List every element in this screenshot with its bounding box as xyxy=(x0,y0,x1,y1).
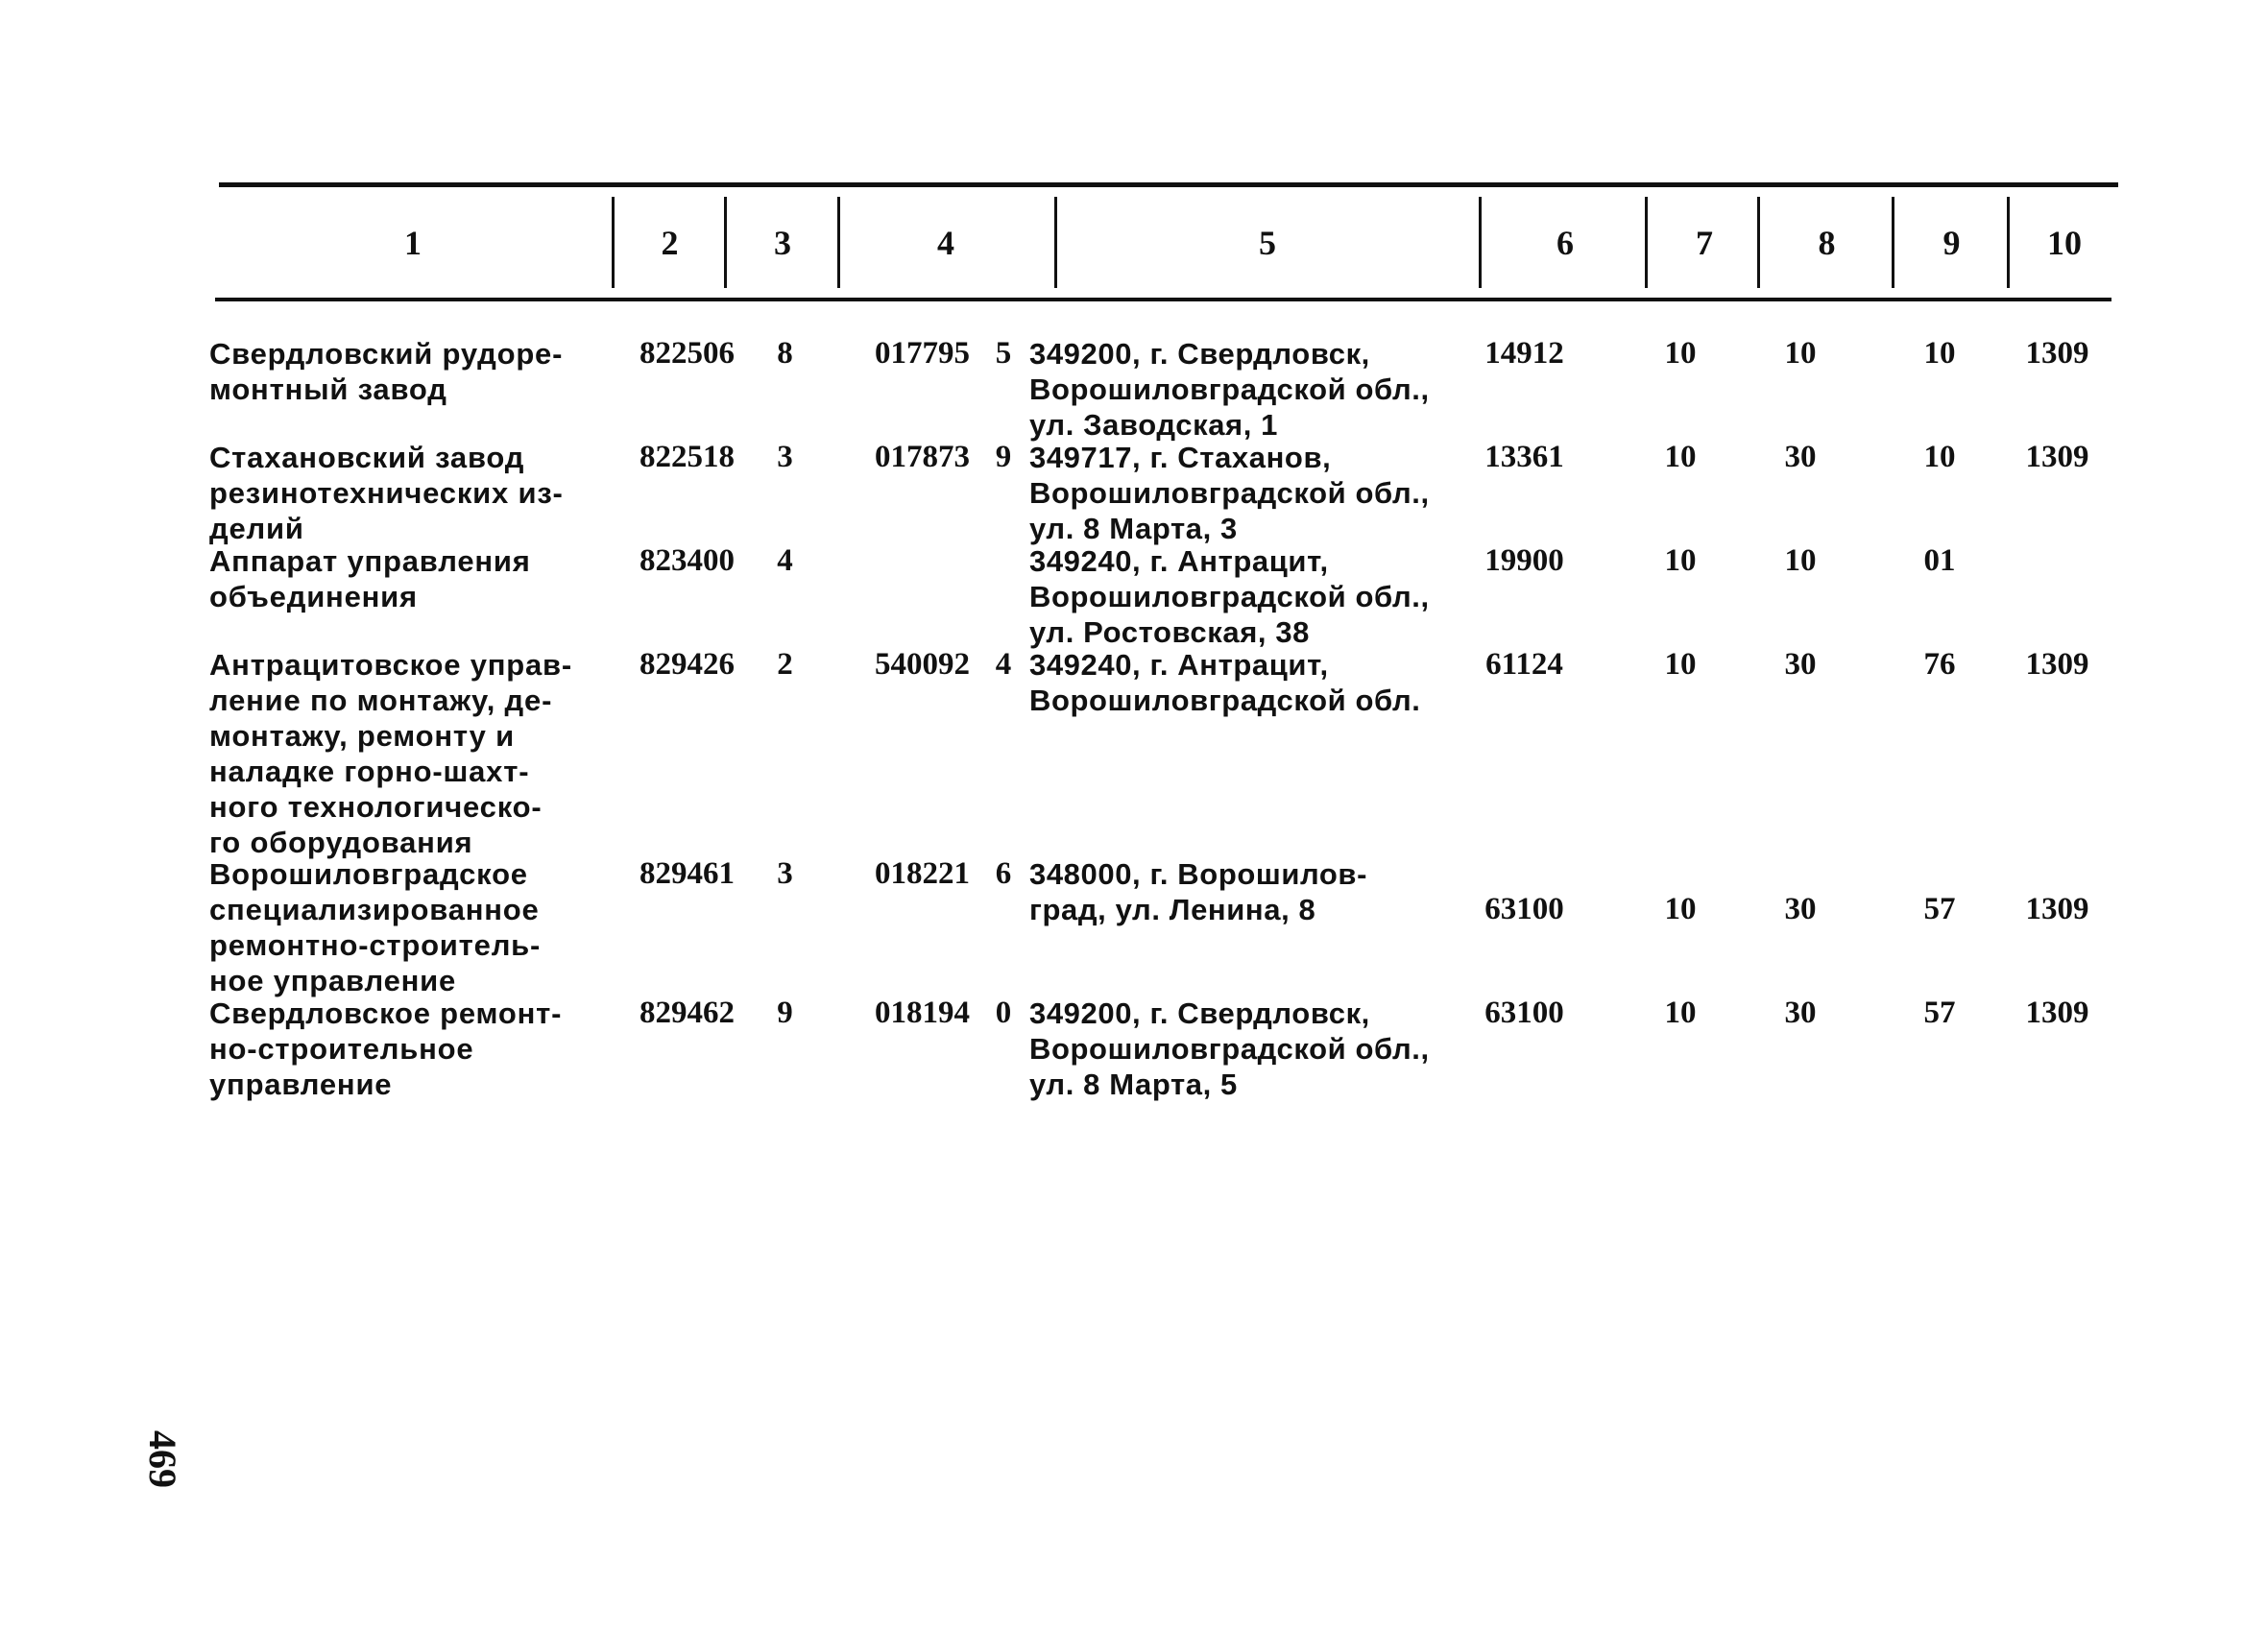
enterprise-name: Ворошиловградское специализированное ремонтно-строитель- ное управление xyxy=(209,857,542,997)
address: 349200, г. Свердловск, Ворошиловградской обл., ул. Заводская, 1 xyxy=(1029,337,1430,442)
address: 349240, г. Антрацит, Ворошиловградской обл., ул. Ростовская, 38 xyxy=(1029,544,1430,649)
code-col-3: 9 xyxy=(777,996,793,1030)
code-col-4: 540092 xyxy=(875,647,970,682)
code-col-10: 1309 xyxy=(2025,892,2089,926)
code-col-2: 829461 xyxy=(639,856,735,891)
code-col-7: 10 xyxy=(1664,336,1697,371)
enterprise-name: Аппарат управления объединения xyxy=(209,544,531,613)
header-divider xyxy=(837,197,840,288)
code-col-4-check: 0 xyxy=(995,996,1012,1030)
header-col-6: 6 xyxy=(1556,223,1574,262)
code-col-6: 14912 xyxy=(1484,336,1564,371)
code-col-7: 10 xyxy=(1664,440,1697,474)
code-col-7: 10 xyxy=(1664,996,1697,1030)
table-top-rule xyxy=(219,182,2118,187)
code-col-4-check: 6 xyxy=(995,856,1012,891)
table-header xyxy=(0,192,2268,293)
code-col-8: 30 xyxy=(1784,892,1817,926)
code-col-4: 017873 xyxy=(875,440,970,474)
header-col-7: 7 xyxy=(1696,223,1713,262)
code-col-6: 61124 xyxy=(1485,647,1563,682)
address: 349240, г. Антрацит, Ворошиловградской обл. xyxy=(1029,648,1421,717)
code-col-10: 1309 xyxy=(2025,647,2089,682)
code-col-10: 1309 xyxy=(2025,996,2089,1030)
code-col-9: 57 xyxy=(1923,996,1956,1030)
header-divider xyxy=(1479,197,1482,288)
code-col-3: 3 xyxy=(777,856,793,891)
code-col-8: 10 xyxy=(1784,336,1817,371)
code-col-7: 10 xyxy=(1664,892,1697,926)
header-col-9: 9 xyxy=(1942,223,1961,262)
header-divider xyxy=(2007,197,2010,288)
code-col-10: 1309 xyxy=(2025,440,2089,474)
header-divider xyxy=(1645,197,1648,288)
code-col-8: 30 xyxy=(1784,647,1817,682)
code-col-2: 829462 xyxy=(639,996,735,1030)
code-col-10: 1309 xyxy=(2025,336,2089,371)
header-col-8: 8 xyxy=(1818,223,1836,262)
code-col-6: 19900 xyxy=(1484,543,1564,578)
address: 349200, г. Свердловск, Ворошиловградской обл., ул. 8 Марта, 5 xyxy=(1029,996,1430,1101)
code-col-2: 829426 xyxy=(639,647,735,682)
header-divider xyxy=(724,197,727,288)
code-col-8: 30 xyxy=(1784,440,1817,474)
code-col-6: 13361 xyxy=(1484,440,1564,474)
enterprise-name: Свердловский рудоре- монтный завод xyxy=(209,337,564,406)
code-col-9: 10 xyxy=(1923,336,1956,371)
enterprise-name: Стахановский завод резинотехнических из- делий xyxy=(209,441,564,545)
code-col-6: 63100 xyxy=(1484,996,1564,1030)
address: 349717, г. Стаханов, Ворошиловградской обл., ул. 8 Марта, 3 xyxy=(1029,441,1430,545)
code-col-4: 018194 xyxy=(875,996,970,1030)
code-col-3: 4 xyxy=(777,543,793,578)
code-col-7: 10 xyxy=(1664,647,1697,682)
code-col-3: 2 xyxy=(777,647,793,682)
code-col-2: 822518 xyxy=(639,440,735,474)
code-col-9: 57 xyxy=(1923,892,1956,926)
header-col-1: 1 xyxy=(404,223,422,262)
code-col-4: 018221 xyxy=(875,856,970,891)
code-col-4-check: 9 xyxy=(995,440,1012,474)
header-col-5: 5 xyxy=(1259,223,1276,262)
header-col-3: 3 xyxy=(774,223,791,262)
code-col-3: 3 xyxy=(777,440,793,474)
code-col-2: 822506 xyxy=(639,336,735,371)
code-col-8: 30 xyxy=(1784,996,1817,1030)
code-col-9: 10 xyxy=(1923,440,1956,474)
code-col-3: 8 xyxy=(777,336,793,371)
page-number: 469 xyxy=(141,1430,184,1488)
code-col-7: 10 xyxy=(1664,543,1697,578)
code-col-4-check: 5 xyxy=(995,336,1012,371)
header-col-2: 2 xyxy=(661,223,679,262)
code-col-9: 01 xyxy=(1923,543,1956,578)
header-divider xyxy=(612,197,615,288)
enterprise-name: Антрацитовское управ- ление по монтажу, де- монтажу, ремонту и наладке горно-шахт- ного технологическо- го оборудования xyxy=(209,648,573,859)
enterprise-name: Свердловское ремонт- но-строительное управление xyxy=(209,996,563,1101)
code-col-4: 017795 xyxy=(875,336,970,371)
code-col-2: 823400 xyxy=(639,543,735,578)
code-col-4-check: 4 xyxy=(995,647,1012,682)
code-col-8: 10 xyxy=(1784,543,1817,578)
header-divider xyxy=(1892,197,1894,288)
header-divider xyxy=(1054,197,1057,288)
header-divider xyxy=(1757,197,1760,288)
header-col-10: 10 xyxy=(2047,223,2082,262)
table-header-bottom-rule xyxy=(215,298,2111,301)
code-col-6: 63100 xyxy=(1484,892,1564,926)
address: 348000, г. Ворошилов- град, ул. Ленина, 8 xyxy=(1029,857,1367,926)
header-col-4: 4 xyxy=(937,223,954,262)
code-col-9: 76 xyxy=(1923,647,1956,682)
